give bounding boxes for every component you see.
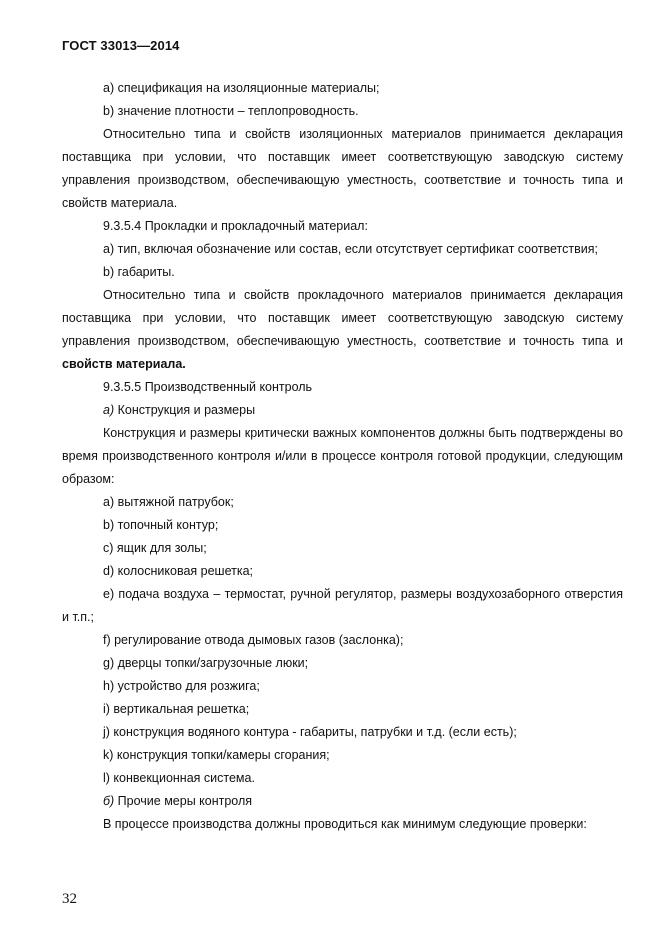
list-item: а) спецификация на изоляционные материалы; [103, 81, 380, 95]
document-header: ГОСТ 33013—2014 [62, 38, 180, 53]
subsection-heading [62, 399, 623, 422]
document-body [62, 77, 623, 836]
section-heading: 9.3.5.4 Прокладки и прокладочный материал: [103, 219, 368, 233]
subsection-heading [62, 790, 623, 813]
page-number: 32 [62, 891, 77, 907]
subsection-marker: а) [103, 403, 115, 417]
paragraph: Относительно типа и свойств изоляционных материалов принимается декларация поставщика при условии, что поставщик имеет соответствующую заводскую систему управления производством, обеспечивающую уместность, соответствие и точность типа и свойств материала. [62, 127, 623, 210]
list-item: b) значение плотности – теплопроводность. [103, 104, 359, 118]
paragraph: Конструкция и размеры критически важных компонентов должны быть подтверждены во время производственного контроля и/или в процессе контроля готовой продукции, следующим образом: [62, 426, 623, 486]
section-heading: 9.3.5.5 Производственный контроль [103, 380, 313, 394]
list-item: j) конструкция водяного контура - габариты, патрубки и т.д. (если есть); [103, 725, 517, 739]
list-item: f) регулирование отвода дымовых газов (заслонка); [103, 633, 404, 647]
subsection-title: Прочие меры контроля [114, 794, 253, 808]
list-item: b) топочный контур; [103, 518, 219, 532]
paragraph [62, 284, 623, 376]
list-item: c) ящик для золы; [103, 541, 207, 555]
list-item: e) подача воздуха – термостат, ручной регулятор, размеры воздухозаборного отверстия и т.п.; [62, 587, 623, 624]
list-item: g) дверцы топки/загрузочные люки; [103, 656, 309, 670]
list-item: d) колосниковая решетка; [103, 564, 254, 578]
list-item: а) вытяжной патрубок; [103, 495, 234, 509]
paragraph: В процессе производства должны проводиться как минимум следующие проверки: [103, 817, 587, 831]
paragraph-text: Относительно типа и свойств прокладочного материалов принимается декларация поставщика при условии, что поставщик имеет соответствующую заводскую систему управления производством, обеспечивающую уместность, соответствие и точность типа и [62, 288, 623, 348]
list-item: h) устройство для розжига; [103, 679, 260, 693]
subsection-marker: б) [103, 794, 115, 808]
list-item: l) конвекционная система. [103, 771, 255, 785]
list-item: b) габариты. [103, 265, 175, 279]
paragraph-bold-text: свойств материала. [62, 357, 186, 371]
list-item: k) конструкция топки/камеры сгорания; [103, 748, 330, 762]
list-item: а) тип, включая обозначение или состав, если отсутствует сертификат соответствия; [103, 242, 598, 256]
subsection-title: Конструкция и размеры [114, 403, 256, 417]
list-item: i) вертикальная решетка; [103, 702, 250, 716]
